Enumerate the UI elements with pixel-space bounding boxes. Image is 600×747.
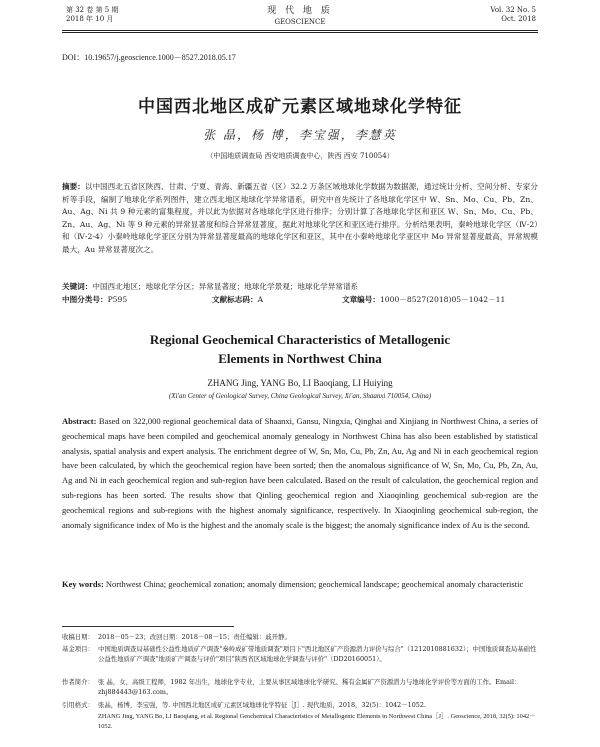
doc-code-field: [212, 294, 342, 306]
keywords-en: [62, 577, 538, 592]
doi[interactable]: DOI：10.19657/j.geoscience.1000－8527.2018.05.17: [62, 53, 236, 62]
affiliation-en: (Xi'an Center of Geological Survey, China Geological Survey, Xi'an, Shaanxi 710054, China): [168, 392, 432, 400]
classification-line: [62, 294, 538, 306]
paper-title-en-line2: Elements in Northwest China: [218, 351, 382, 366]
footnote-text: 张 晶，女，高级工程师，1982 年出生，地球化学专业，主要从事区域地球化学研究、稀有金属矿产资源潜力与地球化学评价等方面的工作。Email：zhj884443@163.com。: [98, 678, 521, 697]
header-rule-thin: [62, 32, 538, 33]
keywords-label-cn: 关键词：: [62, 282, 93, 291]
paper-title-en-line1: Regional Geochemical Characteristics of Metallogenic: [149, 332, 451, 347]
article-no-value: 1000－8527(2018)05－1042－11: [379, 295, 506, 304]
footnote-funding: [62, 644, 538, 665]
journal-volume-info-en: [490, 6, 536, 24]
clc-field: [62, 294, 212, 306]
footnote-citation-en: [62, 712, 538, 733]
clc-value: P595: [107, 295, 128, 304]
footnote-label: 引用格式：: [62, 701, 94, 709]
clc-label: 中图分类号：: [62, 295, 108, 304]
footnote-author-bio: [62, 677, 538, 698]
volume-issue-en: Vol. 32 No. 5: [490, 6, 536, 14]
footnote-text: 2018－05－23；改回日期：2018－08－15；责任编辑：戚开静。: [98, 633, 291, 641]
paper-title-en: [0, 330, 600, 368]
abstract-cn: [62, 181, 538, 257]
abstract-text-en: Based on 322,000 regional geochemical data of Shaanxi, Gansu, Ningxia, Qinghai and Xinjiang in Northwest China, a series of geochemical maps have been compiled and geochemical anomaly genealogy in Northwest China has also been established by statistical analysis, spatial analysis and expert analysis. The enrichment degree of W, Sn, Mo, Cu, Pb, Zn, Au, Ag and Ni in each geochemical region have been calculated, by which the geochemical region have been sorted; then the anomalous significance of W, Sn, Mo, Cu, Pb, Zn, Au, Ag and Ni in each geochemical region and sub-region have been calculated. Based on the result of calculation, the geochemical region and sub-regions has been sorted. The results show that Qinling geochemical region and Xiaoqinling geochemical sub-region are the geochemical regions and sub-regions with the highest anomaly significance, respectively. In Xiaoqinling geochemical sub-region, the anomaly significance index of Mo is the highest and the anomaly scale is the biggest; the anomaly significance index of Au is the second.: [62, 416, 538, 530]
keywords-text-cn: 中国西北地区；地球化学分区；异常显著度；地球化学景观；地球化学异常谱系: [92, 282, 359, 291]
keywords-text-en: Northwest China; geochemical zonation; anomaly dimension; geochemical landscape; geochemical anomaly characteristic: [103, 579, 524, 589]
footnote-label: 收稿日期：: [62, 633, 94, 641]
issue-date: 2018 年 10 月: [66, 15, 114, 23]
doc-code-value: A: [257, 295, 264, 304]
authors-cn: 张 晶，杨 博，李宝强，李慧英: [203, 128, 397, 142]
footnote-label: 作者简介：: [62, 678, 94, 686]
abstract-en: [62, 414, 538, 532]
footnote-received: [62, 632, 538, 642]
footnote-citation-cn: [62, 700, 538, 710]
affiliation-cn: （中国地质调查局 西安地质调查中心，陕西 西安 710054）: [206, 152, 394, 160]
paper-title-cn: 中国西北地区成矿元素区域地球化学特征: [138, 97, 462, 117]
article-no-field: [342, 294, 505, 306]
keywords-label-en: Key words:: [62, 579, 104, 589]
issue-date-en: Oct. 2018: [501, 15, 536, 23]
header-rule: [62, 30, 538, 31]
abstract-label-cn: 摘要：: [62, 182, 85, 191]
footnote-label: 基金项目：: [62, 645, 94, 653]
doc-code-label: 文献标志码：: [212, 295, 258, 304]
footnote-text: 张晶，杨博，李宝强，等. 中国西北地区成矿元素区域地球化学特征［J］. 现代地质，2018，32(5)：1042－1052.: [98, 701, 426, 709]
abstract-label-en: Abstract:: [62, 416, 97, 426]
keywords-cn: [62, 281, 538, 293]
article-no-label: 文章编号：: [342, 295, 380, 304]
journal-title-en: GEOSCIENCE: [274, 18, 326, 26]
authors-en: ZHANG Jing, YANG Bo, LI Baoqiang, LI Huiying: [207, 378, 393, 388]
footnote-text: ZHANG Jing, YANG Bo, LI Baoqiang, et al. Regional Geochemical Characteristics of Metallogenic Elements in Northwest China［J］. Geoscience, 2018, 32(5): 1042－1052.: [98, 713, 536, 731]
journal-title-cn: 现 代 地 质: [267, 6, 333, 16]
volume-issue: 第 32 卷 第 5 期: [66, 6, 119, 14]
abstract-text-cn: 以中国西北五省区陕西、甘肃、宁夏、青海、新疆五省（区）32.2 万条区域地球化学数据为数据源，通过统计分析、空间分析、专家分析等手段，编制了地球化学系列图件，建立西北地区地球化学异常谱系，研究中首先统计了各地球化学区中 W、Sn、Mo、Cu、Pb、Zn、Au、Ag、Ni 共 9 种元素的富集程度，并以此为依据对各地球化学区进行排序；分别计算了各地球化学区和亚区 W、Sn、Mo、Cu、Pb、Zn、Au、Ag、Ni 等 9 种元素的异常显著度和综合异常显著度，据此对地球化学区和亚区进行排序。分析结果表明，秦岭地球化学区（Ⅳ-2）和（Ⅳ-2-4）小秦岭地球化学亚区分别为异常显著度最高的地球化学区和亚区，其中在小秦岭地球化学亚区中 Mo 异常显著度最高，异常规模最大，Au 异常显著度次之。: [62, 182, 538, 254]
footnote-text: 中国地质调查局基础性公益性地质矿产调查"秦岭成矿带地质调查"项目下"西北地区矿产资源潜力评价与综合"（1212010881632）；中国地质调查局基础性公益性地质矿产调查"地质矿产调查与评价"项目"陕西省区域地球化学调查与评价"（DD20160051）。: [98, 645, 537, 664]
footnote-rule: [62, 626, 234, 627]
